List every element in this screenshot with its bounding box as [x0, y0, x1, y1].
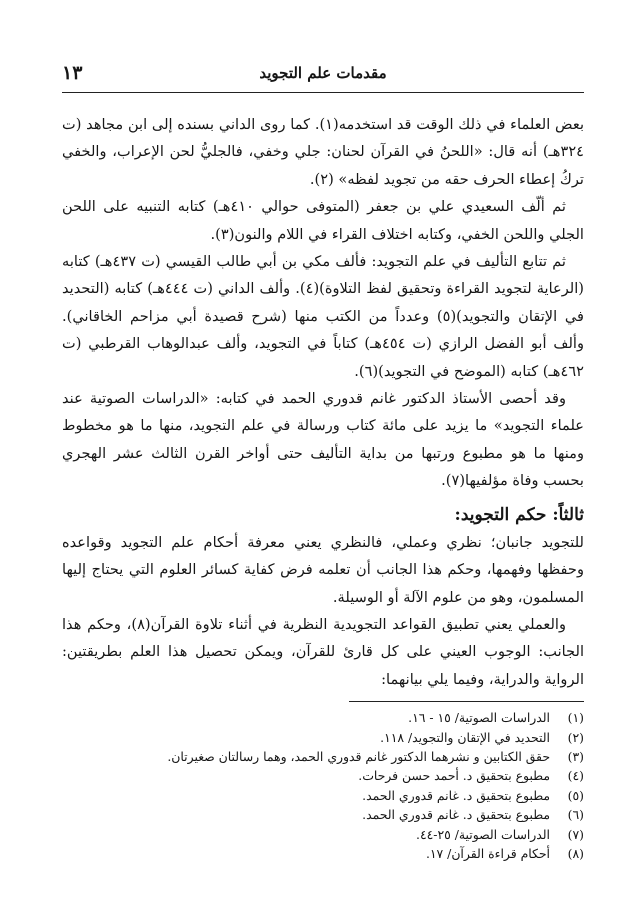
footnote-item — [62, 805, 584, 824]
page-number: ١٣ — [62, 62, 83, 84]
footnote-number: (٨) — [567, 845, 584, 861]
paragraph: ثم تتابع التأليف في علم التجويد: فألف مكي بن أبي طالب القيسي (ت ٤٣٧هـ) كتابه (الرعاية لتجويد القراءة وتحقيق لفظ التلاوة)(٤). وألف الداني (ت ٤٤٤هـ) كتابه (التحديد في الإتقان والتجويد)(٥) وعدداً من الكتب منها (شرح قصيدة أبي مزاحم الخاقاني). وألف أبو الفضل الرازي (ت ٤٥٤هـ) كتاباً في التجويد، وألف عبدالوهاب القرطبي (ت ٤٦٢هـ) كتابه (الموضح في التجويد)(٦). — [62, 253, 585, 380]
footnote-text: مطبوع بتحقيق د. غانم قدوري الحمد. — [362, 787, 550, 803]
footnote-number: (٢) — [567, 729, 584, 745]
footnote-text: مطبوع بتحقيق د. أحمد حسن فرحات. — [358, 768, 550, 784]
footnote-number: (٤) — [567, 768, 584, 784]
footnote-text: الدراسات الصوتية/ ١٥ - ١٦. — [408, 710, 550, 726]
header-rule — [62, 92, 584, 93]
footnote-item — [62, 766, 584, 785]
footnote-item — [62, 708, 584, 727]
footnote-text: الدراسات الصوتية/ ٢٥-٤٤. — [416, 826, 550, 842]
footnote-separator — [349, 701, 584, 702]
footnote-item — [62, 747, 584, 766]
footnote-number: (٦) — [567, 807, 584, 823]
page-header — [62, 62, 584, 86]
running-title: مقدمات علم التجويد — [259, 64, 387, 82]
footnote-text: مطبوع بتحقيق د. غانم قدوري الحمد. — [362, 807, 550, 823]
footnote-number: (٧) — [567, 826, 584, 842]
footnote-item — [62, 844, 584, 863]
footnote-text: حقق الكتابين و نشرهما الدكتور غانم قدوري الحمد، وهما رسالتان صغيرتان. — [167, 748, 550, 764]
paragraph: والعملي يعني تطبيق القواعد التجويدية النظرية في أثناء تلاوة القرآن(٨)، وحكم هذا الجانب: الوجوب العيني على كل قارئ للقرآن، ويمكن تحصيل هذا العلم بطريقتين: الرواية والدراية، وفيما يلي بيانهما: — [62, 615, 584, 688]
paragraph: ثم ألّف السعيدي علي بن جعفر (المتوفى حوالي ٤١٠هـ) كتابه التنبيه على اللحن الجلي واللحن الخفي، وكتابه اختلاف القراء في اللام والنون(٣). — [62, 198, 584, 243]
footnote-item — [62, 786, 584, 805]
footnotes-list — [62, 708, 584, 863]
paragraph: للتجويد جانبان؛ نظري وعملي، فالنظري يعني معرفة أحكام علم التجويد وقواعده وحفظها وفهمها، وحكم هذا الجانب أن تعلمه فرض كفاية كسائر العلوم التي يحتاج إليها المسلمون، وهو من علوم الآلة أو الوسيلة. — [62, 533, 584, 606]
footnote-number: (٣) — [567, 748, 584, 764]
footnote-item — [62, 728, 584, 747]
main-text — [62, 111, 584, 693]
footnote-text: التحديد في الإتقان والتجويد/ ١١٨. — [380, 729, 550, 745]
footnote-number: (١) — [567, 710, 584, 726]
section-heading: ثالثاً: حكم التجويد: — [454, 504, 584, 525]
paragraph: بعض العلماء في ذلك الوقت قد استخدمه(١). كما روى الداني بسنده إلى ابن مجاهد (ت ٣٢٤هـ) أنه قال: «اللحنُ في القرآن لحنان: جلي وخفي، فالجليُّ لحن الإعراب، والخفي تركُ إعطاء الحرف حقه من تجويد لفظه» (٢). — [62, 116, 585, 188]
footnote-text: أحكام قراءة القرآن/ ١٧. — [425, 845, 550, 861]
footnote-item — [62, 825, 584, 844]
footnote-number: (٥) — [567, 787, 584, 803]
paragraph: وقد أحصى الأستاذ الدكتور غانم قدوري الحمد في كتابه: «الدراسات الصوتية عند علماء التجويد» ما يزيد على مائة كتاب ورسالة في علم التجويد، منها ما هو مخطوط ومنها ما هو مطبوع ورتبها من بداية التأليف حتى أواخر القرن الثالث عشر الهجري بحسب وفاة مؤلفيها(٧). — [62, 390, 584, 490]
